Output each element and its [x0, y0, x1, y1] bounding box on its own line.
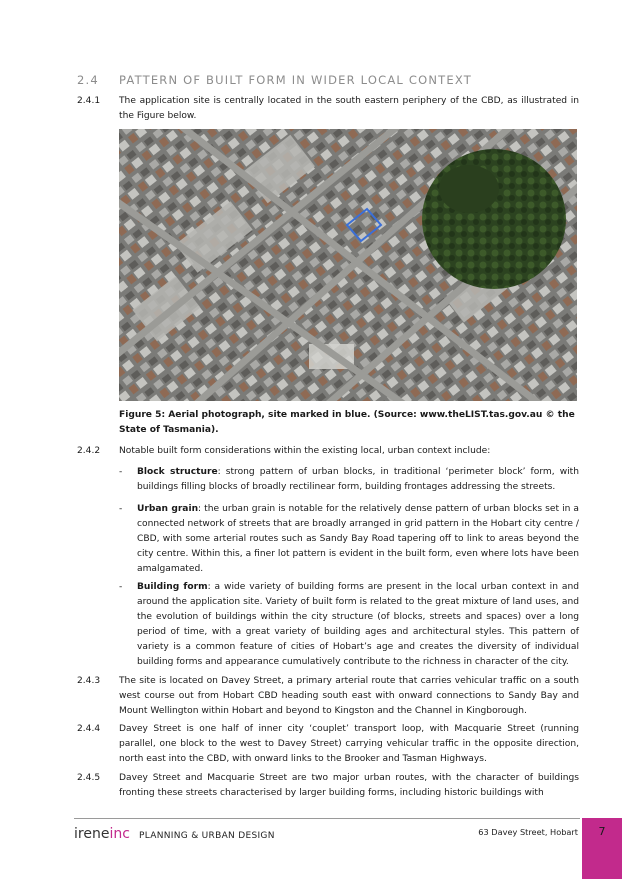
bullet-text: : a wide variety of building forms are present in the local urban context in and around the application site. Variety of built form is related to the great mixture of land uses, and the evolution of buildings within the city structure (of blocks, streets and spaces) over a long period of time, with a great variety of building ages and architectural styles. This pattern of variety is a common feature of cities of Hobart’s age and creates the diversity of individual building forms and appearance cumulatively contribute to the richness in character of the city. — [137, 582, 579, 667]
paragraph-number: 2.4.2 — [77, 446, 101, 456]
paragraph-2-4-5 — [77, 771, 579, 801]
footer-divider — [74, 818, 580, 819]
paragraph-text: Notable built form considerations within the existing local, urban context include: — [119, 446, 491, 456]
section-heading — [77, 73, 577, 87]
section-title: PATTERN OF BUILT FORM IN WIDER LOCAL CONTEXT — [119, 73, 472, 87]
figure-caption: Figure 5: Aerial photograph, site marked in blue. (Source: www.theLIST.tas.gov.au © the State of Tasmania). — [119, 410, 575, 435]
footer-brand — [74, 823, 275, 842]
page-number: 7 — [598, 825, 606, 838]
paragraph-text: Davey Street is one half of inner city ‘couplet’ transport loop, with Macquarie Street (running parallel, one block to the west to Davey Street) carrying vehicular traffic in the opposite direction, north east into the CBD, with onward links to the Brooker and Tasman Highways. — [119, 724, 579, 764]
bullet-term: Urban grain — [137, 504, 199, 514]
paragraph-2-4-4 — [77, 722, 579, 767]
section-number: 2.4 — [77, 73, 99, 87]
bullet-term: Block structure — [137, 467, 218, 477]
bullet-dash: - — [119, 467, 123, 477]
logo-inc: inc — [109, 826, 130, 842]
paragraph-2-4-2 — [77, 444, 579, 459]
paragraph-text: The application site is centrally located in the south eastern periphery of the CBD, as illustrated in the Figure below. — [119, 96, 579, 121]
bullet-dash: - — [119, 582, 123, 592]
footer-address: 63 Davey Street, Hobart — [478, 827, 578, 837]
bullet-text: : the urban grain is notable for the relatively dense pattern of urban blocks set in a connected network of streets that are broadly arranged in grid pattern in the Hobart city centre / CBD, with some arterial routes such as Sandy Bay Road tapering off to link to areas beyond the city centre. Within this, a finer lot pattern is evident in the built form, even where lots have been amalgamated. — [137, 504, 579, 574]
logo-irene: irene — [74, 826, 110, 842]
bullet-block-structure — [119, 465, 579, 495]
paragraph-number: 2.4.5 — [77, 773, 101, 783]
page-number-tab — [582, 818, 622, 879]
footer-tagline: PLANNING & URBAN DESIGN — [139, 831, 275, 841]
paragraph-number: 2.4.1 — [77, 96, 101, 106]
bullet-term: Building form — [137, 582, 208, 592]
paragraph-number: 2.4.3 — [77, 676, 101, 686]
bullet-urban-grain — [119, 502, 579, 577]
paragraph-text: Davey Street and Macquarie Street are two major urban routes, with the character of buildings fronting these streets characterised by larger building forms, including historic buildings with — [119, 773, 579, 798]
paragraph-text: The site is located on Davey Street, a primary arterial route that carries vehicular traffic on a south west course out from Hobart CBD heading south east with onward connections to Sandy Bay and Mount Wellington within Hobart and beyond to Kingston and the Channel in Kingborough. — [119, 676, 579, 716]
bullet-text: : strong pattern of urban blocks, in traditional ‘perimeter block’ form, with buildings filling blocks of broadly rectilinear form, building frontages addressing the streets. — [137, 467, 579, 492]
aerial-photograph — [119, 129, 577, 401]
paragraph-2-4-3 — [77, 674, 579, 719]
paragraph-2-4-1 — [77, 94, 579, 124]
bullet-dash: - — [119, 504, 123, 514]
aerial-photo-graphic — [119, 129, 577, 401]
bullet-building-form — [119, 580, 579, 670]
paragraph-number: 2.4.4 — [77, 724, 101, 734]
